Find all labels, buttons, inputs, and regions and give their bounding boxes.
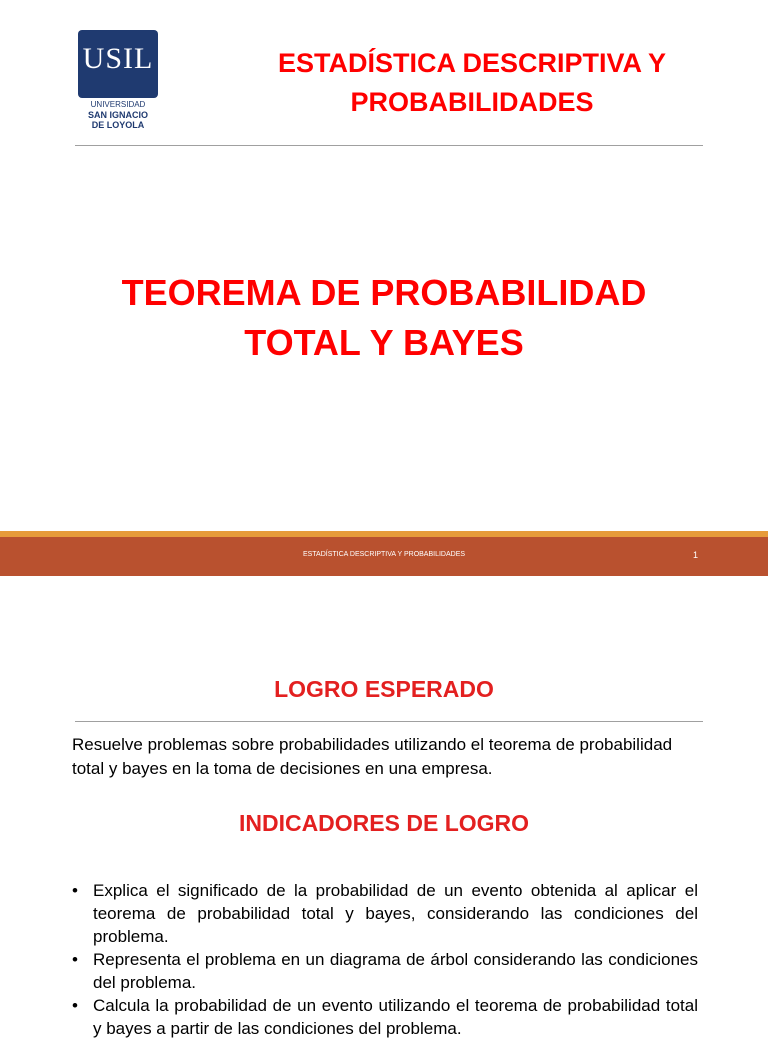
indicator-text: Explica el significado de la probabilidad de un evento obtenida al aplicar el teorema de probabilidad total y bayes, considerando las condiciones del problema. <box>93 881 698 946</box>
indicadores-heading: INDICADORES DE LOGRO <box>238 810 530 836</box>
logo-caption <box>70 100 166 130</box>
indicators-list <box>72 879 698 1040</box>
main-title-line2: TOTAL Y BAYES <box>244 322 524 363</box>
logo-caption-line1: UNIVERSIDAD <box>90 100 146 109</box>
main-title <box>60 268 708 368</box>
logro-esperado-heading: LOGRO ESPERADO <box>274 676 494 702</box>
course-title-line1: ESTADÍSTICA DESCRIPTIVA Y <box>277 48 667 78</box>
slide-footer <box>0 537 768 576</box>
main-title-line1: TEOREMA DE PROBABILIDAD <box>121 272 647 313</box>
bullet-icon: • <box>72 881 78 900</box>
list-item <box>72 879 698 948</box>
indicator-text: Representa el problema en un diagrama de árbol considerando las condiciones del problema. <box>93 950 698 992</box>
indicator-text: Calcula la probabilidad de un evento utilizando el teorema de probabilidad total y bayes a partir de las condiciones del problema. <box>93 996 698 1038</box>
section-divider <box>75 721 703 722</box>
slide-2 <box>0 576 768 1038</box>
logro-esperado-text: Resuelve problemas sobre probabilidades utilizando el teorema de probabilidad total y bayes en la toma de decisiones en una empresa. <box>72 735 673 778</box>
bullet-icon: • <box>72 996 78 1015</box>
header-divider <box>75 145 703 146</box>
footer-course-name: ESTADÍSTICA DESCRIPTIVA Y PROBABILIDADES <box>302 551 466 558</box>
list-item <box>72 994 698 1040</box>
course-title-line2: PROBABILIDADES <box>350 87 594 117</box>
list-item <box>72 948 698 994</box>
logo-caption-line2: SAN IGNACIO <box>87 110 148 120</box>
usil-logo <box>78 30 158 98</box>
course-title <box>232 44 712 122</box>
logo-caption-line3: DE LOYOLA <box>91 120 145 130</box>
page-number: 1 <box>692 550 698 560</box>
logo-mark: USIL <box>82 42 154 75</box>
bullet-icon: • <box>72 950 78 969</box>
